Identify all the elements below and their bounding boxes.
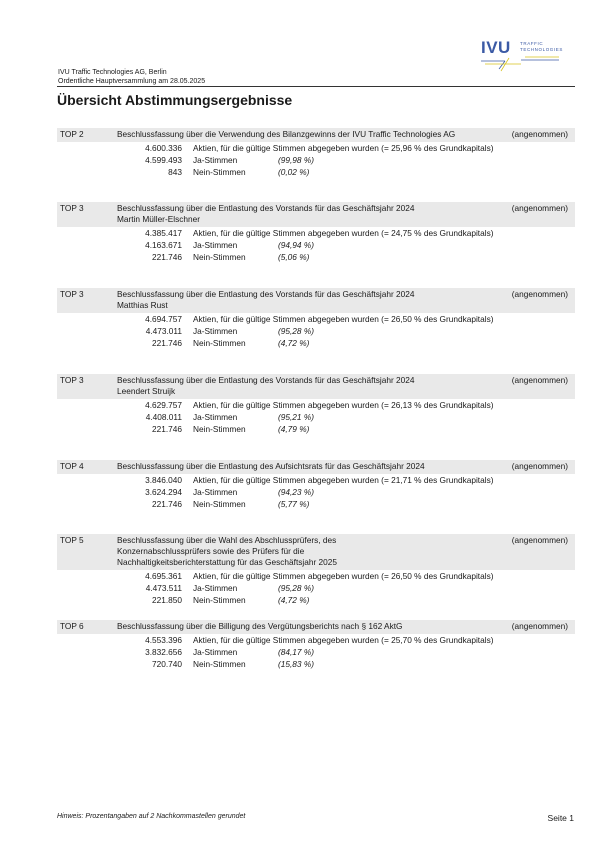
no-votes-count: 221.850 — [152, 595, 182, 605]
valid-votes-row — [57, 634, 575, 646]
company-name: IVU Traffic Technologies AG, Berlin — [58, 69, 167, 76]
no-votes-percent: (4,72 %) — [278, 595, 310, 605]
no-votes-label: Nein-Stimmen — [193, 499, 246, 509]
agenda-item-person: Matthias Rust — [117, 300, 168, 310]
valid-votes-text: Aktien, für die gültige Stimmen abgegeben wurden (= 26,13 % des Grundkapitals) — [193, 400, 494, 410]
valid-votes-row — [57, 142, 575, 154]
valid-votes-count: 4.629.757 — [145, 400, 182, 410]
yes-votes-row — [57, 154, 575, 166]
agenda-item-header — [57, 460, 575, 474]
no-votes-row — [57, 166, 575, 178]
agenda-item-description: Beschlussfassung über die Entlastung des Vorstands für das Geschäftsjahr 2024 — [117, 289, 415, 299]
yes-votes-count: 4.473.511 — [145, 583, 182, 593]
yes-votes-percent: (99,98 %) — [278, 155, 314, 165]
no-votes-count: 843 — [168, 167, 182, 177]
agenda-item-status: (angenommen) — [511, 535, 568, 545]
no-votes-label: Nein-Stimmen — [193, 659, 246, 669]
valid-votes-count: 4.694.757 — [145, 314, 182, 324]
agenda-item — [57, 620, 575, 670]
yes-votes-count: 4.163.671 — [145, 240, 182, 250]
valid-votes-row — [57, 399, 575, 411]
valid-votes-count: 4.600.336 — [145, 143, 182, 153]
agenda-item-description: Beschlussfassung über die Entlastung des Aufsichtsrats für das Geschäftsjahr 2024 — [117, 461, 425, 471]
yes-votes-label: Ja-Stimmen — [193, 487, 238, 497]
footnote: Hinweis: Prozentangaben auf 2 Nachkommastellen gerundet — [57, 813, 246, 820]
agenda-item-description: Beschlussfassung über die Billigung des Vergütungsberichts nach § 162 AktG — [117, 621, 403, 631]
agenda-item-status: (angenommen) — [511, 289, 568, 299]
yes-votes-row — [57, 239, 575, 251]
no-votes-row — [57, 251, 575, 263]
no-votes-percent: (0,02 %) — [278, 167, 310, 177]
agenda-item-status: (angenommen) — [511, 129, 568, 139]
yes-votes-count: 3.624.294 — [145, 487, 182, 497]
agenda-item-number: TOP 3 — [60, 203, 84, 213]
yes-votes-percent: (95,28 %) — [278, 583, 314, 593]
no-votes-row — [57, 423, 575, 435]
yes-votes-row — [57, 486, 575, 498]
yes-votes-count: 4.473.011 — [145, 326, 182, 336]
no-votes-label: Nein-Stimmen — [193, 595, 246, 605]
agenda-item-header — [57, 128, 575, 142]
valid-votes-row — [57, 313, 575, 325]
no-votes-count: 720.740 — [152, 659, 182, 669]
no-votes-label: Nein-Stimmen — [193, 338, 246, 348]
valid-votes-row — [57, 227, 575, 239]
no-votes-count: 221.746 — [152, 499, 182, 509]
agenda-item — [57, 288, 575, 349]
agenda-item-header — [57, 202, 575, 227]
company-header — [58, 69, 205, 86]
agenda-item-description: Beschlussfassung über die Entlastung des Vorstands für das Geschäftsjahr 2024 — [117, 203, 415, 213]
agenda-item-status: (angenommen) — [511, 621, 568, 631]
no-votes-percent: (5,77 %) — [278, 499, 310, 509]
no-votes-label: Nein-Stimmen — [193, 424, 246, 434]
valid-votes-count: 4.695.361 — [145, 571, 182, 581]
valid-votes-text: Aktien, für die gültige Stimmen abgegeben wurden (= 24,75 % des Grundkapitals) — [193, 228, 494, 238]
agenda-item-number: TOP 4 — [60, 461, 84, 471]
agenda-item-number: TOP 2 — [60, 129, 84, 139]
valid-votes-text: Aktien, für die gültige Stimmen abgegeben wurden (= 25,70 % des Grundkapitals) — [193, 635, 494, 645]
yes-votes-count: 4.408.011 — [145, 412, 182, 422]
yes-votes-percent: (95,21 %) — [278, 412, 314, 422]
agenda-item-status: (angenommen) — [511, 203, 568, 213]
no-votes-percent: (5,06 %) — [278, 252, 310, 262]
no-votes-label: Nein-Stimmen — [193, 167, 246, 177]
logo-lines-icon — [481, 38, 561, 72]
yes-votes-label: Ja-Stimmen — [193, 412, 238, 422]
yes-votes-count: 3.832.656 — [145, 647, 182, 657]
yes-votes-row — [57, 411, 575, 423]
no-votes-row — [57, 337, 575, 349]
yes-votes-label: Ja-Stimmen — [193, 326, 238, 336]
yes-votes-percent: (84,17 %) — [278, 647, 314, 657]
agenda-item-description: Beschlussfassung über die Verwendung des Bilanzgewinns der IVU Traffic Technologies AG — [117, 129, 456, 139]
no-votes-percent: (4,72 %) — [278, 338, 310, 348]
logo-text: IVU — [481, 38, 511, 57]
agenda-item-number: TOP 5 — [60, 535, 84, 545]
agenda-item-header — [57, 288, 575, 313]
agenda-item-number: TOP 3 — [60, 289, 84, 299]
valid-votes-text: Aktien, für die gültige Stimmen abgegeben wurden (= 26,50 % des Grundkapitals) — [193, 314, 494, 324]
yes-votes-percent: (94,23 %) — [278, 487, 314, 497]
valid-votes-row — [57, 570, 575, 582]
no-votes-count: 221.746 — [152, 338, 182, 348]
yes-votes-row — [57, 325, 575, 337]
agenda-item-number: TOP 6 — [60, 621, 84, 631]
no-votes-percent: (15,83 %) — [278, 659, 314, 669]
no-votes-count: 221.746 — [152, 252, 182, 262]
no-votes-percent: (4,79 %) — [278, 424, 310, 434]
valid-votes-text: Aktien, für die gültige Stimmen abgegeben wurden (= 26,50 % des Grundkapitals) — [193, 571, 494, 581]
agenda-item-status: (angenommen) — [511, 461, 568, 471]
valid-votes-count: 4.385.417 — [145, 228, 182, 238]
no-votes-label: Nein-Stimmen — [193, 252, 246, 262]
company-logo — [481, 38, 561, 72]
valid-votes-count: 3.846.040 — [145, 475, 182, 485]
agenda-item — [57, 374, 575, 435]
yes-votes-percent: (94,94 %) — [278, 240, 314, 250]
yes-votes-percent: (95,28 %) — [278, 326, 314, 336]
no-votes-row — [57, 658, 575, 670]
agenda-item-description: Beschlussfassung über die Wahl des Abschlussprüfers, des Konzernabschlussprüfers sowie des Prüfers für die Nachhaltigkeitsberichterstattung für das Geschäftsjahr 2025 — [117, 535, 337, 567]
yes-votes-label: Ja-Stimmen — [193, 647, 238, 657]
agenda-item-status: (angenommen) — [511, 375, 568, 385]
agenda-item-description: Beschlussfassung über die Entlastung des Vorstands für das Geschäftsjahr 2024 — [117, 375, 415, 385]
yes-votes-label: Ja-Stimmen — [193, 583, 238, 593]
agenda-item-number: TOP 3 — [60, 375, 84, 385]
valid-votes-text: Aktien, für die gültige Stimmen abgegeben wurden (= 21,71 % des Grundkapitals) — [193, 475, 494, 485]
no-votes-row — [57, 594, 575, 606]
header-divider — [57, 86, 575, 87]
no-votes-count: 221.746 — [152, 424, 182, 434]
agenda-item — [57, 534, 575, 606]
page-title: Übersicht Abstimmungsergebnisse — [57, 92, 293, 108]
agenda-item-header — [57, 374, 575, 399]
meeting-date: Ordentliche Hauptversammlung am 28.05.2025 — [58, 77, 206, 85]
valid-votes-text: Aktien, für die gültige Stimmen abgegeben wurden (= 25,96 % des Grundkapitals) — [193, 143, 494, 153]
page-number: Seite 1 — [547, 813, 574, 823]
agenda-item — [57, 202, 575, 263]
valid-votes-count: 4.553.396 — [145, 635, 182, 645]
yes-votes-row — [57, 646, 575, 658]
yes-votes-label: Ja-Stimmen — [193, 240, 238, 250]
agenda-item — [57, 128, 575, 178]
agenda-item-header — [57, 534, 575, 570]
yes-votes-label: Ja-Stimmen — [193, 155, 238, 165]
agenda-item-person: Martin Müller-Elschner — [117, 214, 200, 224]
valid-votes-row — [57, 474, 575, 486]
yes-votes-count: 4.599.493 — [145, 155, 182, 165]
no-votes-row — [57, 498, 575, 510]
agenda-item-person: Leendert Struijk — [117, 386, 176, 396]
agenda-item-header — [57, 620, 575, 634]
agenda-item — [57, 460, 575, 510]
logo-subtext: TRAFFIC TECHNOLOGIES — [520, 41, 563, 52]
yes-votes-row — [57, 582, 575, 594]
